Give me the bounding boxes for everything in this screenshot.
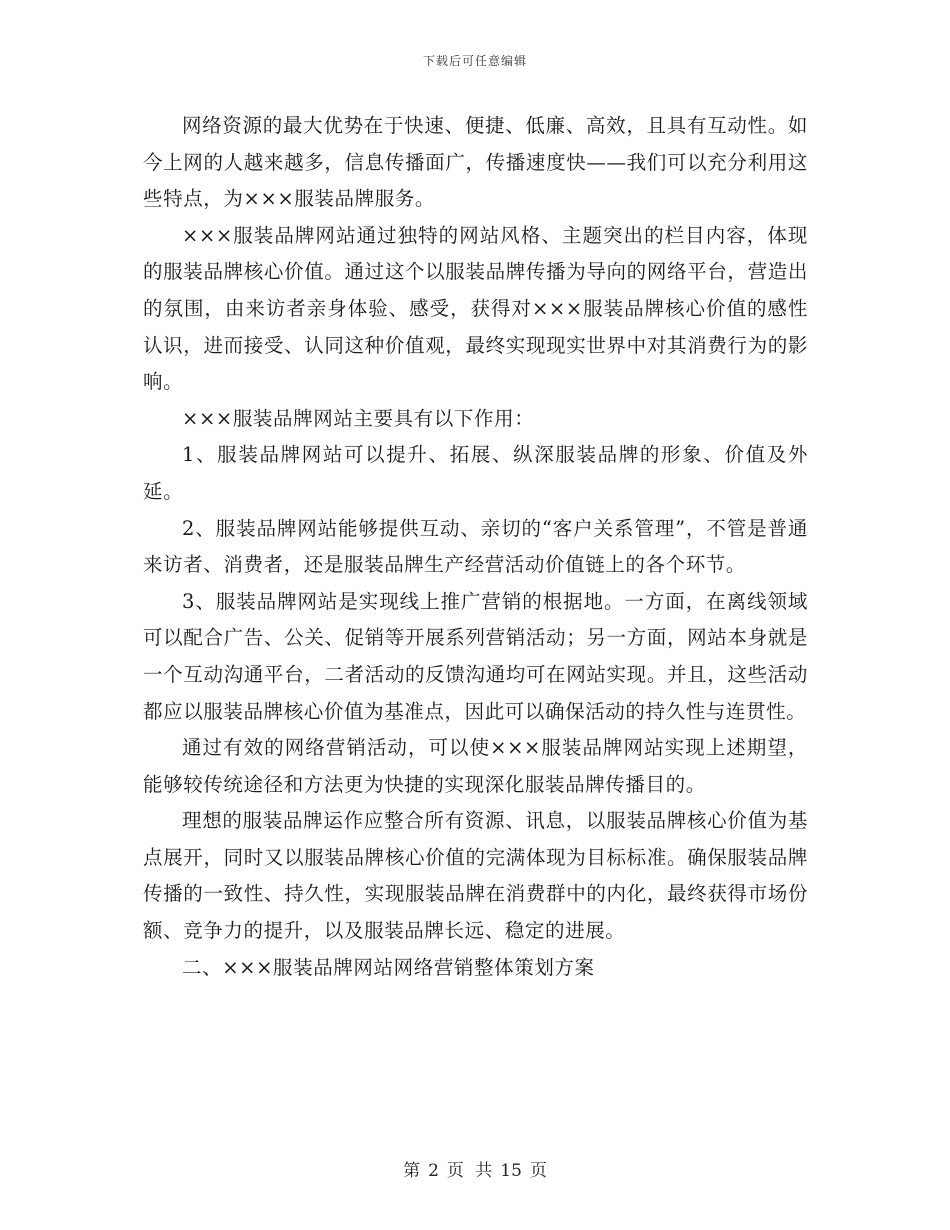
- section-heading: 二、×××服装品牌网站网络营销整体策划方案: [182, 955, 595, 979]
- current-page-number: 2: [428, 1161, 439, 1181]
- page-footer: [0, 1156, 950, 1181]
- list-item: 3、服装品牌网站是实现线上推广营销的根据地。一方面，在离线领域可以配合广告、公关、促销等开展系列营销活动；另一方面，网站本身就是一个互动沟通平台，二者活动的反馈沟通均可在网站实现。并且，这些活动都应以服装品牌核心价值为基准点，因此可以确保活动的持久性与连贯性。: [143, 589, 808, 723]
- footer-middle: 页 共: [446, 1161, 493, 1181]
- footer-prefix: 第: [403, 1161, 421, 1181]
- paragraph: ×××服装品牌网站通过独特的网站风格、主题突出的栏目内容，体现的服装品牌核心价值。通过这个以服装品牌传播为导向的网络平台，营造出的氛围，由来访者亲身体验、感受，获得对×××服装品牌核心价值的感性认识，进而接受、认同这种价值观，最终实现现实世界中对其消费行为的影响。: [143, 223, 808, 394]
- list-item: 2、服装品牌网站能够提供互动、亲切的“客户关系管理”，不管是普通来访者、消费者，还是服装品牌生产经营活动价值链上的各个环节。: [143, 516, 808, 577]
- document-body: [143, 108, 808, 986]
- list-item: 1、服装品牌网站可以提升、拓展、纵深服装品牌的形象、价值及外延。: [143, 443, 808, 503]
- paragraph: ×××服装品牌网站主要具有以下作用：: [182, 406, 535, 430]
- paragraph: 网络资源的最大优势在于快速、便捷、低廉、高效，且具有互动性。如今上网的人越来越多，信息传播面广，传播速度快——我们可以充分利用这些特点，为×××服装品牌服务。: [143, 114, 808, 211]
- page-header: 下载后可任意编辑: [422, 54, 527, 68]
- footer-suffix: 页: [529, 1161, 547, 1181]
- paragraph: 通过有效的网络营销活动，可以使×××服装品牌网站实现上述期望，能够较传统途径和方法更为快捷的实现深化服装品牌传播目的。: [143, 736, 808, 796]
- total-page-count: 15: [500, 1161, 522, 1181]
- paragraph: 理想的服装品牌运作应整合所有资源、讯息，以服装品牌核心价值为基点展开，同时又以服装品牌核心价值的完满体现为目标标准。确保服装品牌传播的一致性、持久性，实现服装品牌在消费群中的内化，最终获得市场份额、竞争力的提升，以及服装品牌长远、稳定的进展。: [143, 809, 808, 943]
